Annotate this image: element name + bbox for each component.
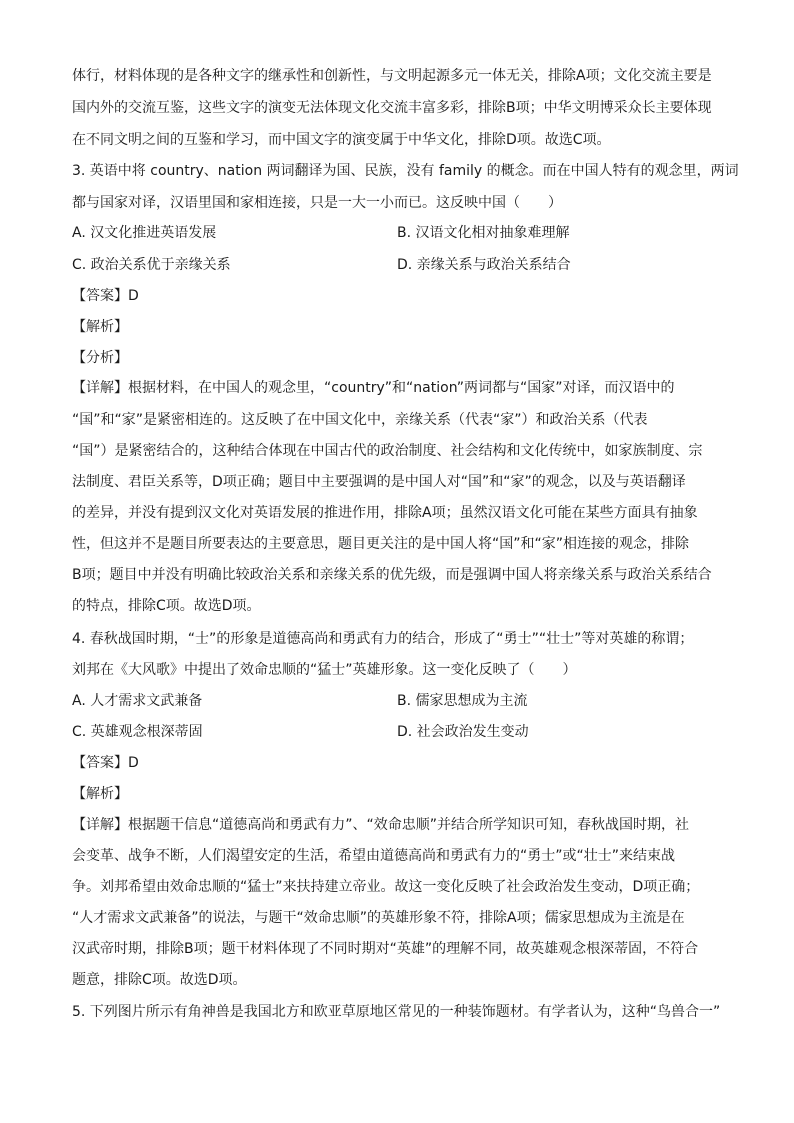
q3-stem-line-2: 都与国家对译，汉语里国和家相连接，只是一大一小而已。这反映中国（ ） xyxy=(72,195,562,211)
q4-analysis-title: 【解析】 xyxy=(72,786,128,802)
q3-detail-line-8: 的特点，排除C项。故选D项。 xyxy=(72,598,261,614)
prev-explanation-line-1: 体行，材料体现的是各种文字的继承性和创新性，与文明起源多元一体无关，排除A项；文化交流主要是 xyxy=(72,68,712,84)
q4-option-b: B. 儒家思想成为主流 xyxy=(397,693,528,709)
q4-detail-line-5: 汉武帝时期，排除B项；题干材料体现了不同时期对“英雄”的理解不同，故英雄观念根深蒂固，不符合 xyxy=(72,941,699,957)
q4-option-a: A. 人才需求文武兼备 xyxy=(72,693,203,709)
q3-answer: 【答案】D xyxy=(72,288,139,304)
q3-analysis-title: 【解析】 xyxy=(72,319,128,335)
q3-detail-line-3: “国”）是紧密结合的，这种结合体现在中国古代的政治制度、社会结构和文化传统中，如家族制度、宗 xyxy=(72,443,703,459)
q3-detail-line-7: B项；题目中并没有明确比较政治关系和亲缘关系的优先级，而是强调中国人将亲缘关系与政治关系结合 xyxy=(72,567,712,583)
q3-fenxi-title: 【分析】 xyxy=(72,350,128,366)
q4-answer: 【答案】D xyxy=(72,755,139,771)
q3-detail-line-6: 性，但这并不是题目所要表达的主要意思，题目更关注的是中国人将“国”和“家”相连接的观念，排除 xyxy=(72,536,690,552)
q4-detail-line-4: “人才需求文武兼备”的说法，与题干“效命忠顺”的英雄形象不符，排除A项；儒家思想成为主流是在 xyxy=(72,910,685,926)
q5-stem-line-1: 5. 下列图片所示有角神兽是我国北方和欧亚草原地区常见的一种装饰题材。有学者认为，这种“鸟兽合一” xyxy=(72,1004,721,1020)
q4-detail-line-2: 会变革、战争不断，人们渴望安定的生活，希望由道德高尚和勇武有力的“勇士”或“壮士”来结束战 xyxy=(72,848,676,864)
q4-detail-line-1: 【详解】根据题干信息“道德高尚和勇武有力”、“效命忠顺”并结合所学知识可知，春秋战国时期，社 xyxy=(72,817,690,833)
q3-detail-line-5: 的差异，并没有提到汉文化对英语发展的推进作用，排除A项；虽然汉语文化可能在某些方面具有抽象 xyxy=(72,505,698,521)
q3-option-d: D. 亲缘关系与政治关系结合 xyxy=(397,257,571,273)
q4-option-d: D. 社会政治发生变动 xyxy=(397,724,529,740)
q4-detail-line-6: 题意，排除C项。故选D项。 xyxy=(72,972,247,988)
q3-option-c: C. 政治关系优于亲缘关系 xyxy=(72,257,231,273)
q4-option-c: C. 英雄观念根深蒂固 xyxy=(72,724,203,740)
q4-stem-line-1: 4. 春秋战国时期，“士”的形象是道德高尚和勇武有力的结合，形成了“勇士”“壮士”等对英雄的称谓； xyxy=(72,631,694,647)
q4-stem-line-2: 刘邦在《大风歌》中提出了效命忠顺的“猛士”英雄形象。这一变化反映了（ ） xyxy=(72,662,577,678)
q3-detail-line-4: 法制度、君臣关系等，D项正确；题目中主要强调的是中国人对“国”和“家”的观念，以及与英语翻译 xyxy=(72,474,686,490)
q3-option-a: A. 汉文化推进英语发展 xyxy=(72,225,217,241)
q3-stem-line-1: 3. 英语中将 country、nation 两词翻译为国、民族，没有 family 的概念。而在中国人特有的观念里，两词 xyxy=(72,163,739,179)
q3-option-b: B. 汉语文化相对抽象难理解 xyxy=(397,225,570,241)
q4-detail-line-3: 争。刘邦希望由效命忠顺的“猛士”来扶持建立帝业。故这一变化反映了社会政治发生变动，D项正确； xyxy=(72,879,700,895)
q3-detail-line-1: 【详解】根据材料，在中国人的观念里，“country”和“nation”两词都与“国家”对译，而汉语中的 xyxy=(72,380,675,396)
prev-explanation-line-3: 在不同文明之间的互鉴和学习，而中国文字的演变属于中华文化，排除D项。故选C项。 xyxy=(72,132,611,148)
q3-detail-line-2: “国”和“家”是紧密相连的。这反映了在中国文化中，亲缘关系（代表“家”）和政治关系（代表 xyxy=(72,412,648,428)
prev-explanation-line-2: 国内外的交流互鉴，这些文字的演变无法体现文化交流丰富多彩，排除B项；中华文明博采众长主要体现 xyxy=(72,100,712,116)
